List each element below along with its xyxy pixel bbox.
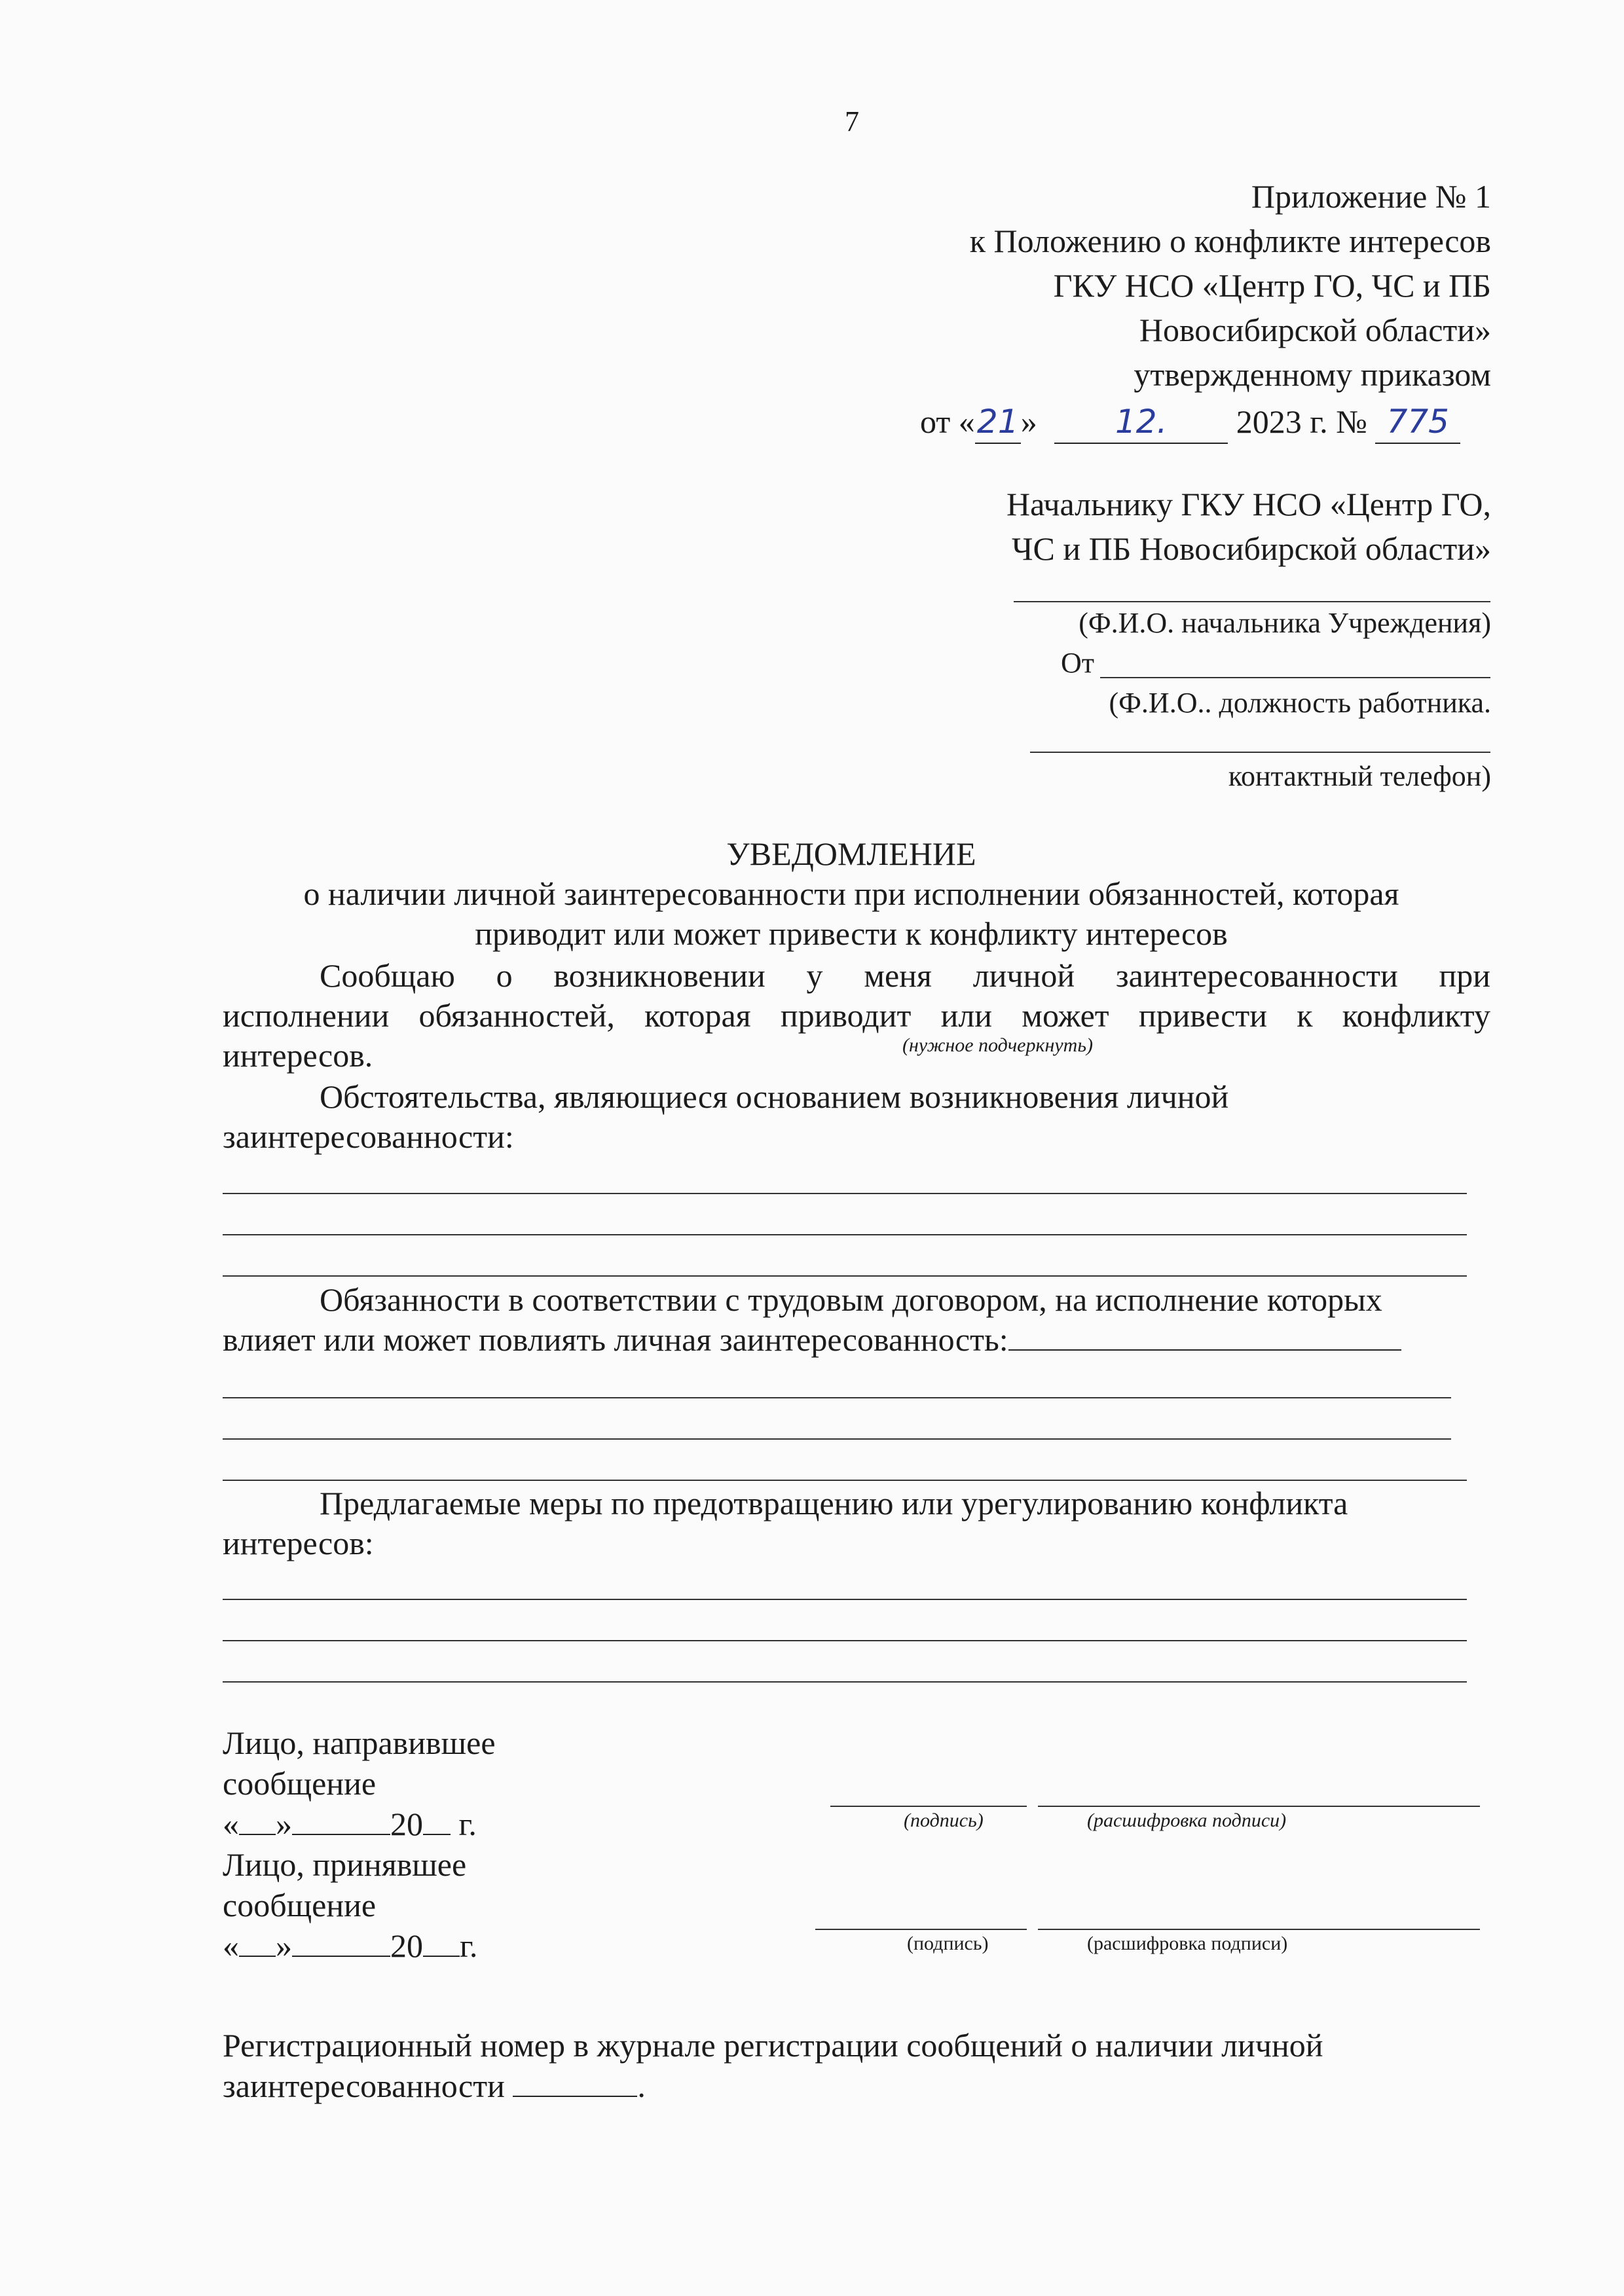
sender-date: « » 20 г. [223, 1806, 477, 1842]
appendix-line-2: к Положению о конфликте интересов [969, 223, 1491, 259]
addressee-line-2: ЧС и ПБ Новосибирской области» [1011, 530, 1491, 567]
measures-line-3 [223, 1681, 1467, 1683]
p3-line-1: Обязанности в соответствии с трудовым договором, на исполнение которых [320, 1281, 1382, 1318]
measures-line-2 [223, 1640, 1467, 1641]
duties-line-1 [223, 1397, 1451, 1398]
receiver-signature-caption: (подпись) [907, 1933, 989, 1954]
receiver-decoding-caption: (расшифровка подписи) [1087, 1933, 1288, 1954]
appendix-line-4: Новосибирской области» [1139, 312, 1491, 348]
appendix-order-date: от «21» 12. 2023 г. № 775 [920, 401, 1460, 444]
sender-signature-line [830, 1806, 1027, 1807]
from-label: От [1061, 647, 1095, 679]
circumstances-line-1 [223, 1193, 1467, 1194]
addressee-line-1: Начальнику ГКУ НСО «Центр ГО, [1006, 486, 1491, 522]
sender-label-2: сообщение [223, 1765, 377, 1802]
from-line [1100, 677, 1490, 678]
receiver-decoding-line [1038, 1929, 1480, 1930]
sender-decoding-line [1038, 1806, 1480, 1807]
document-subtitle-1: о наличии личной заинтересованности при исполнении обязанностей, которая [303, 875, 1399, 912]
receiver-signature-line [815, 1929, 1027, 1930]
circumstances-line-3 [223, 1275, 1467, 1277]
head-fio-caption: (Ф.И.О. начальника Учреждения) [1079, 607, 1491, 639]
duties-inline-line [1008, 1322, 1401, 1351]
receiver-label-1: Лицо, принявшее [223, 1846, 467, 1883]
measures-line-1 [223, 1599, 1467, 1600]
p2-line-2: заинтересованности: [223, 1118, 514, 1155]
appendix-line-1: Приложение № 1 [1251, 178, 1491, 215]
document-title: УВЕДОМЛЕНИЕ [726, 835, 976, 872]
head-fio-line [1014, 601, 1490, 602]
p1-line-1: Сообщаю о возникновении у меня личной заинтересованности при [320, 957, 1490, 994]
receiver-date: « » 20 г. [223, 1927, 478, 1964]
sender-decoding-caption: (расшифровка подписи) [1087, 1810, 1287, 1831]
page-number: 7 [845, 105, 859, 137]
circumstances-line-2 [223, 1234, 1467, 1235]
p1-line-3: интересов. [223, 1037, 373, 1074]
order-month-handwritten: 12. [1054, 401, 1228, 444]
duties-line-2 [223, 1438, 1451, 1440]
order-day-handwritten: 21 [975, 401, 1021, 444]
p4-line-1: Предлагаемые меры по предотвращению или урегулированию конфликта [320, 1485, 1348, 1522]
receiver-label-2: сообщение [223, 1887, 377, 1923]
document-subtitle-2: приводит или может привести к конфликту интересов [475, 915, 1228, 952]
employee-caption: (Ф.И.О.. должность работника. [1109, 687, 1491, 719]
phone-line [1030, 752, 1490, 753]
registration-line-1: Регистрационный номер в журнале регистрации сообщений о наличии личной [223, 2027, 1323, 2064]
sender-label-1: Лицо, направившее [223, 1724, 496, 1761]
registration-number-blank [513, 2068, 637, 2097]
appendix-line-5: утвержденному приказом [1134, 356, 1491, 393]
p1-note: (нужное подчеркнуть) [902, 1034, 1093, 1056]
order-number-handwritten: 775 [1375, 401, 1460, 444]
p1-line-2: исполнении обязанностей, которая приводит или может привести к конфликту [223, 997, 1490, 1034]
appendix-line-3: ГКУ НСО «Центр ГО, ЧС и ПБ [1053, 267, 1491, 304]
phone-caption: контактный телефон) [1228, 760, 1491, 792]
p3-line-2: влияет или может повлиять личная заинтересованность: [223, 1319, 1401, 1360]
p4-line-2: интересов: [223, 1525, 374, 1561]
registration-line-2: заинтересованности . [223, 2068, 646, 2104]
duties-line-3 [223, 1480, 1467, 1481]
p2-line-1: Обстоятельства, являющиеся основанием возникновения личной [320, 1078, 1229, 1115]
sender-signature-caption: (подпись) [904, 1810, 984, 1831]
